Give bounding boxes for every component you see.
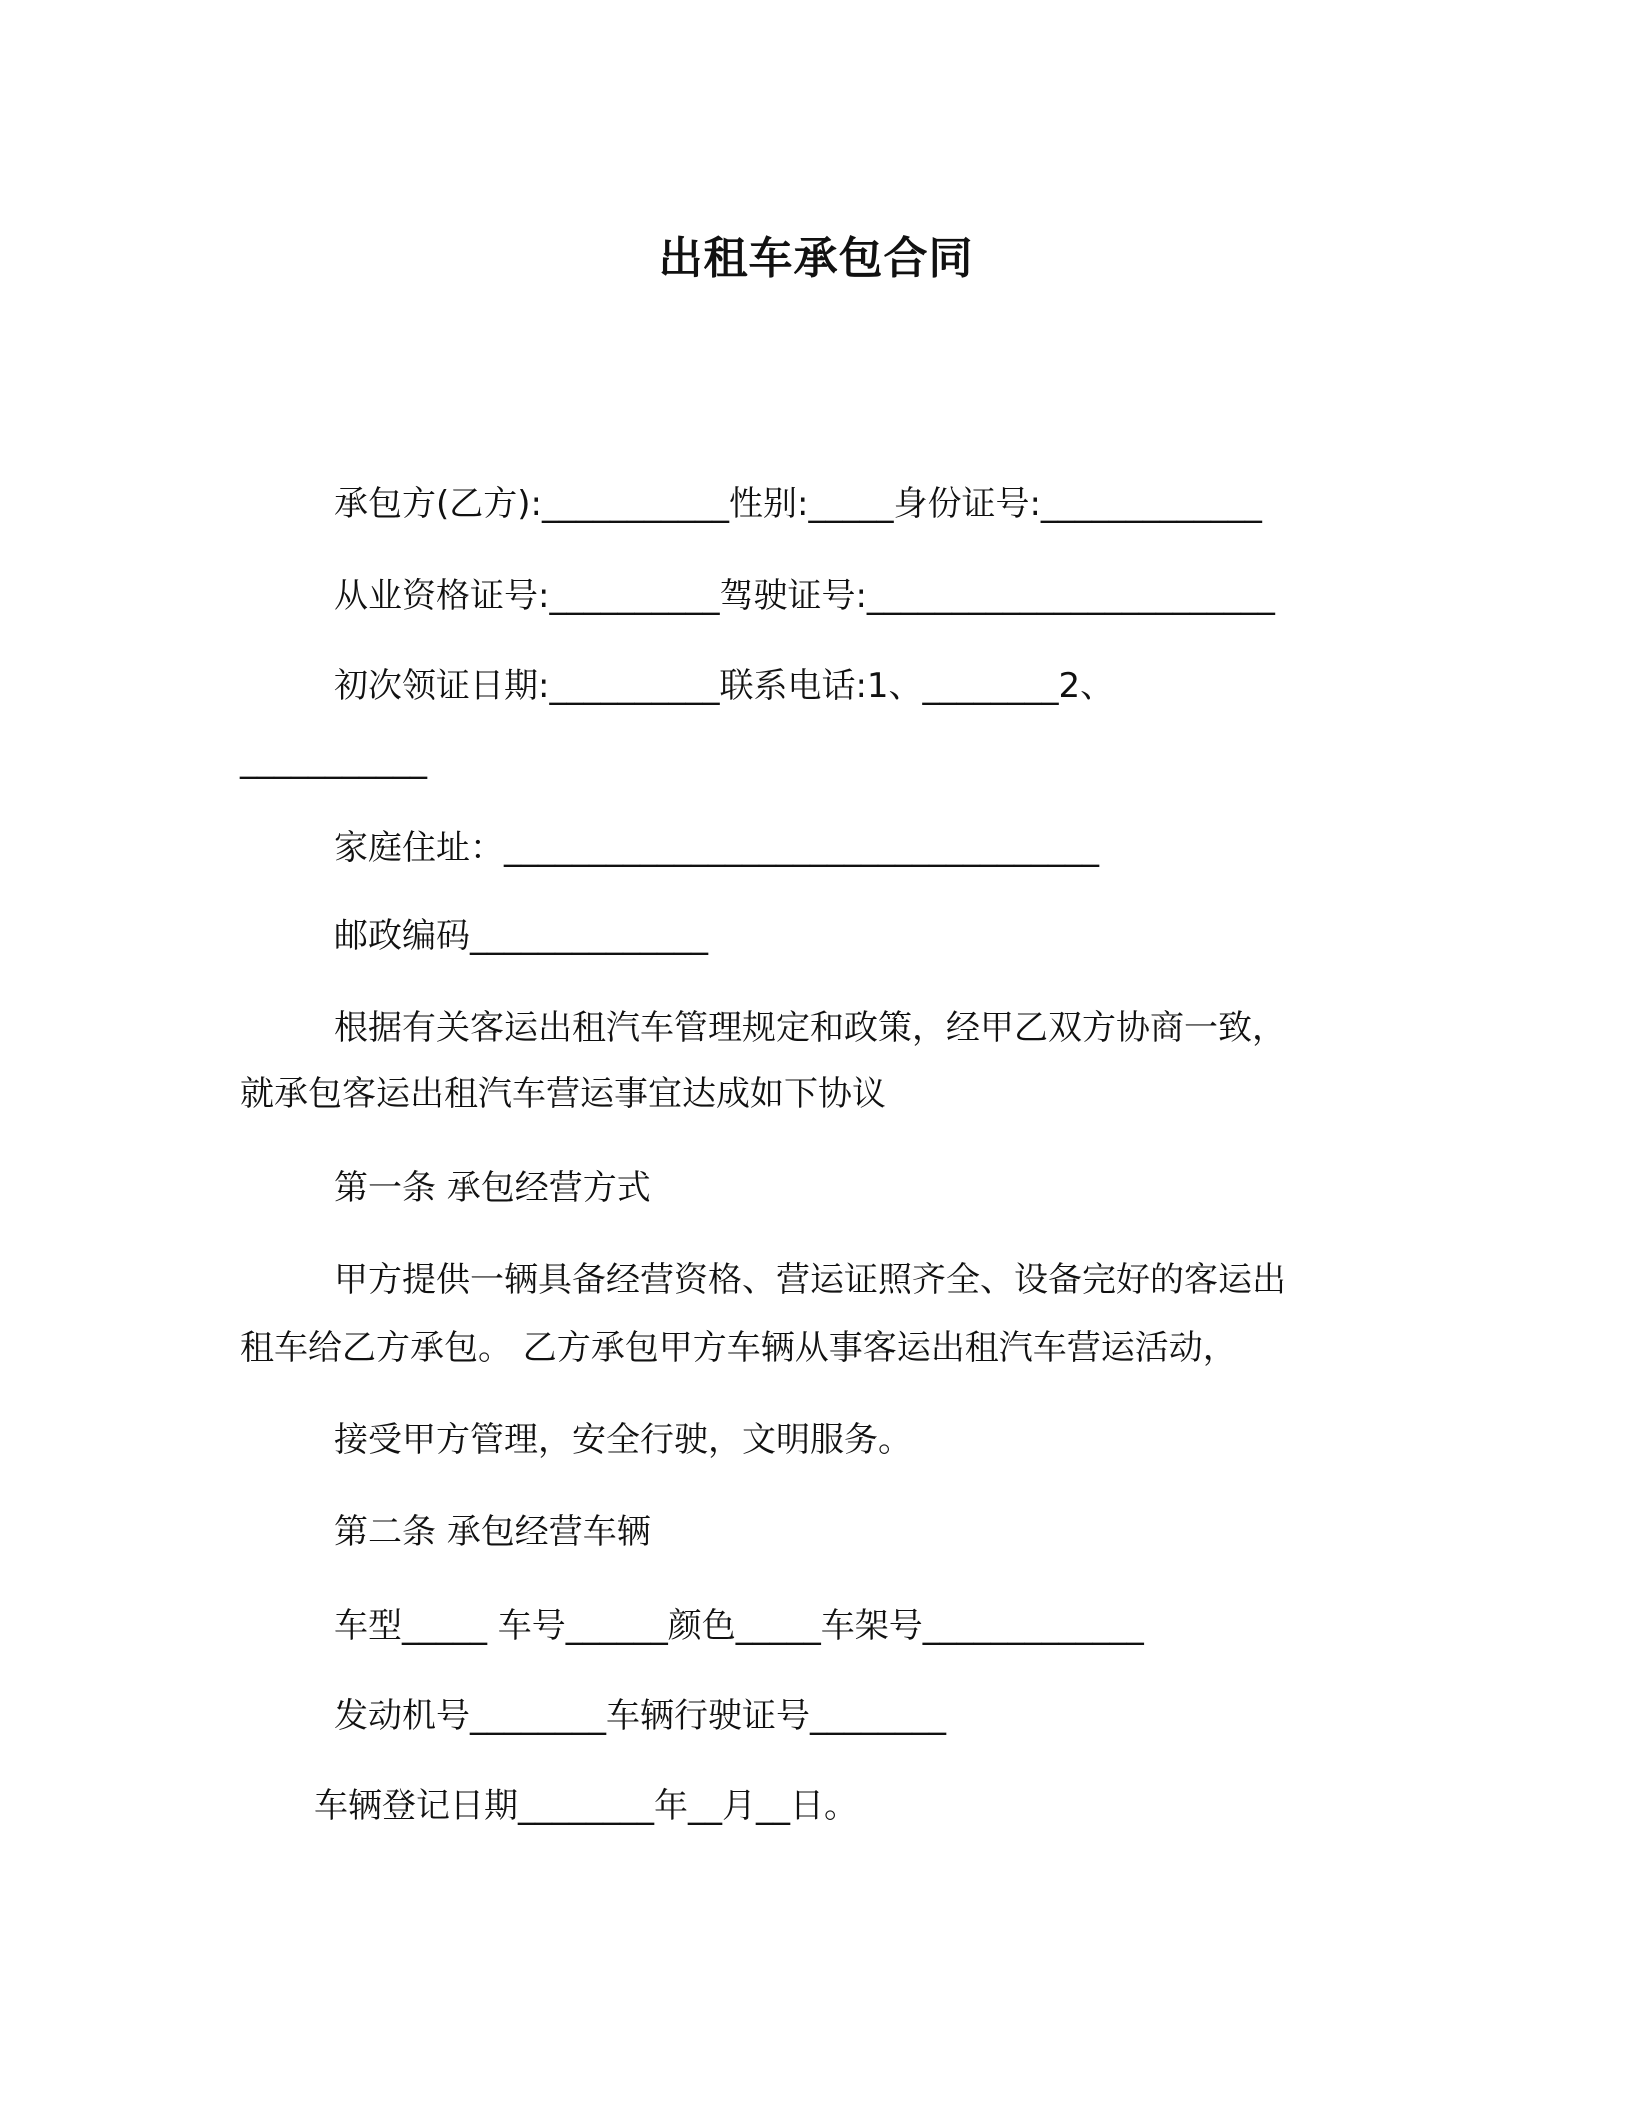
first-license-date-line: 初次领证日期:__________联系电话:1、________2、 (334, 666, 1115, 706)
article-1-paragraph-line-2: 租车给乙方承包。 乙方承包甲方车辆从事客运出租汽车营运活动， (240, 1328, 1237, 1368)
article-1-heading: 第一条 承包经营方式 (334, 1168, 651, 1208)
preamble-line-2: 就承包客运出租汽车营运事宜达成如下协议 (240, 1074, 886, 1114)
article-1-paragraph-line-1: 甲方提供一辆具备经营资格、营运证照齐全、设备完好的客运出 (334, 1260, 1286, 1300)
postal-code-line: 邮政编码______________ (334, 916, 708, 956)
license-info-line: 从业资格证号:__________驾驶证号:________________________ (334, 576, 1275, 616)
phone-continuation-line: ___________ (240, 740, 427, 780)
vehicle-info-line: 车型_____ 车号______颜色_____车架号_____________ (334, 1606, 1144, 1646)
preamble-line-1: 根据有关客运出租汽车管理规定和政策，经甲乙双方协商一致， (334, 1008, 1286, 1048)
article-2-heading: 第二条 承包经营车辆 (334, 1512, 651, 1552)
document-title: 出租车承包合同 (658, 233, 974, 284)
home-address-line: 家庭住址：___________________________________ (334, 828, 1099, 868)
engine-number-line: 发动机号________车辆行驶证号________ (334, 1696, 946, 1736)
article-1-paragraph-line-3: 接受甲方管理，安全行驶，文明服务。 (334, 1420, 912, 1460)
registration-date-line: 车辆登记日期________年__月__日。 (314, 1786, 858, 1826)
party-b-info-line: 承包方(乙方):___________性别:_____身份证号:_____________ (334, 484, 1262, 524)
